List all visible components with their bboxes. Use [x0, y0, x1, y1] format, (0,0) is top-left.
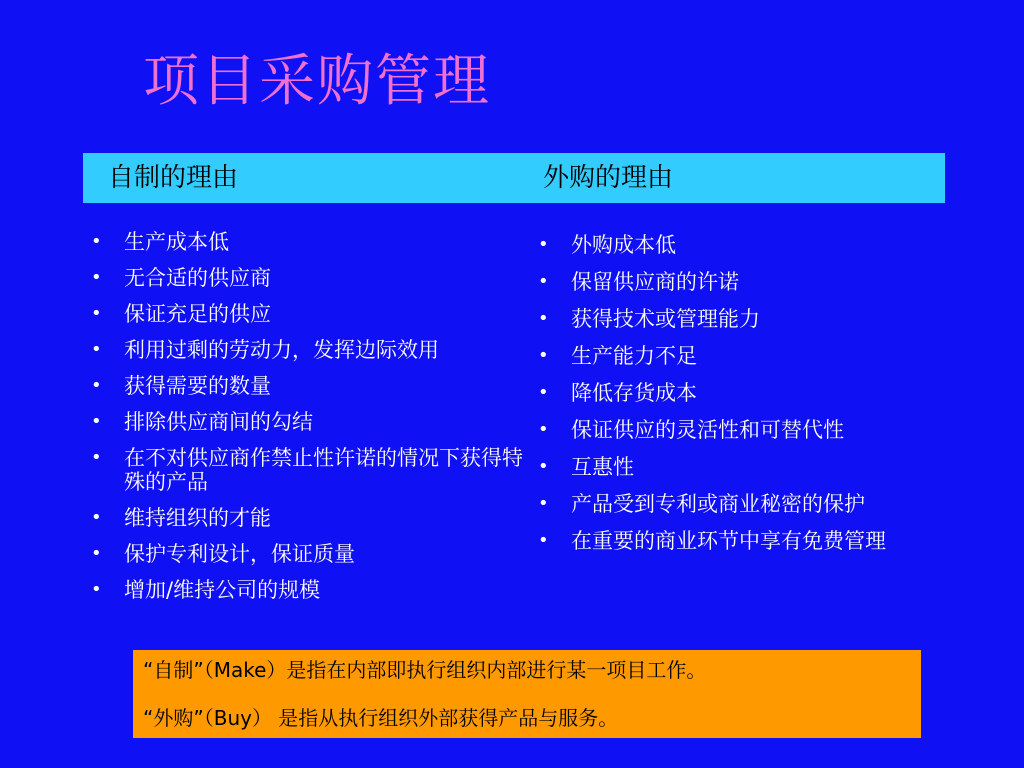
list-item: • 保护专利设计，保证质量	[86, 542, 526, 566]
list-item: • 获得技术或管理能力	[533, 307, 973, 331]
list-item: • 在不对供应商作禁止性许诺的情况下获得特殊的产品	[86, 446, 526, 494]
list-item: • 生产能力不足	[533, 344, 973, 368]
list-item: • 获得需要的数量	[86, 374, 526, 398]
buy-definition: “外购”（Buy） 是指从执行组织外部获得产品与服务。	[143, 706, 619, 730]
list-item: • 增加/维持公司的规模	[86, 578, 526, 602]
buy-reasons-header: 外购的理由	[543, 163, 674, 193]
list-item: • 排除供应商间的勾结	[86, 410, 526, 434]
list-item: • 生产成本低	[86, 230, 526, 254]
list-item: • 无合适的供应商	[86, 266, 526, 290]
list-item: • 保留供应商的许诺	[533, 270, 973, 294]
buy-reasons-list	[533, 233, 973, 566]
list-item: • 保证供应的灵活性和可替代性	[533, 418, 973, 442]
list-item: • 降低存货成本	[533, 381, 973, 405]
definition-note-box	[133, 650, 921, 738]
make-definition: “自制”（Make）是指在内部即执行组织内部进行某一项目工作。	[143, 658, 707, 682]
list-item: • 外购成本低	[533, 233, 973, 257]
list-item: • 维持组织的才能	[86, 506, 526, 530]
make-reasons-header: 自制的理由	[108, 163, 239, 193]
list-item: • 利用过剩的劳动力，发挥边际效用	[86, 338, 526, 362]
make-reasons-list	[86, 230, 526, 614]
list-item: • 保证充足的供应	[86, 302, 526, 326]
list-item: • 互惠性	[533, 455, 973, 479]
list-item: • 在重要的商业环节中享有免费管理	[533, 529, 973, 553]
slide-title: 项目采购管理	[143, 49, 491, 114]
list-item: • 产品受到专利或商业秘密的保护	[533, 492, 973, 516]
